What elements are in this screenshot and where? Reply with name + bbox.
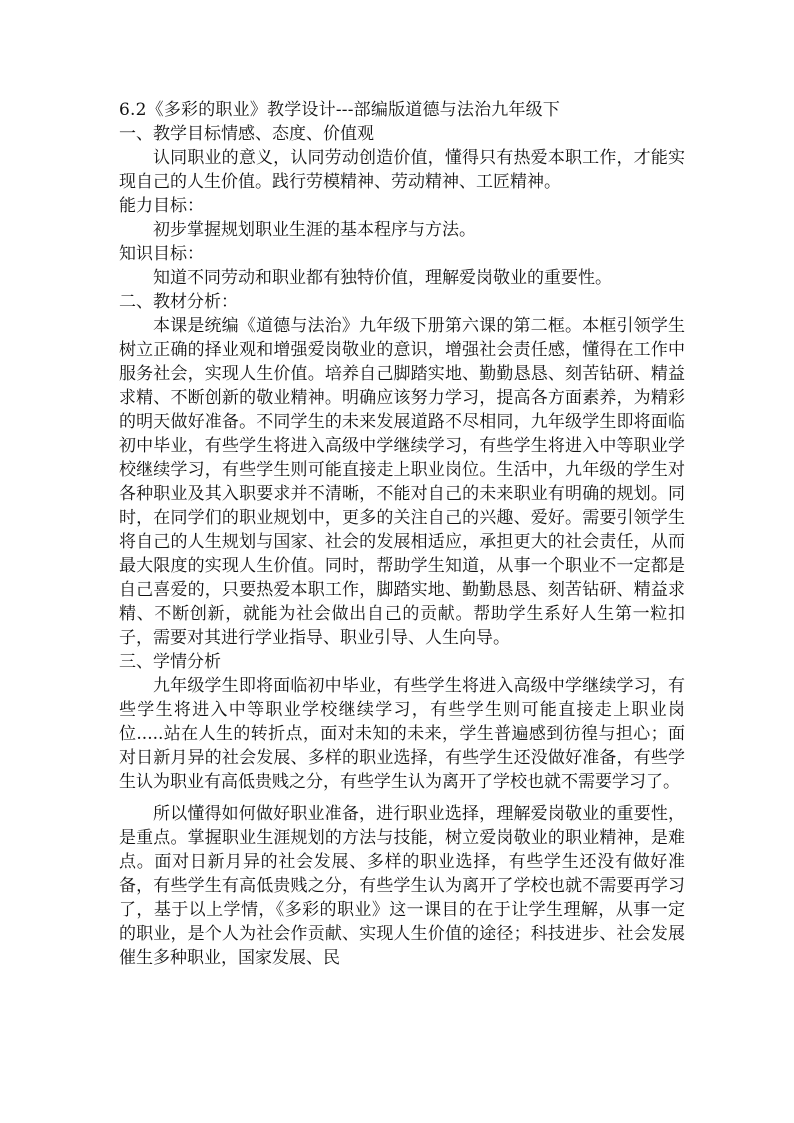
knowledge-heading: 知识目标：: [119, 244, 204, 264]
document-page: [119, 98, 685, 970]
textbook-analysis-text: 本课是统编《道德与法治》九年级下册第六课的第二框。本框引领学生树立正确的择业观和增强爱岗敬业的意识，增强社会责任感，懂得在工作中服务社会，实现人生价值。培养自己脚踏实地、勤勤恳恳、刻苦钻研、精益求精、不断创新的敬业精神。明确应该努力学习，提高各方面素养，为精彩的明天做好准备。不同学生的未来发展道路不尽相同，九年级学生即将面临初中毕业，有些学生将进入高级中学继续学习，有些学生将进入中等职业学校继续学习，有些学生则可能直接走上职业岗位。生活中，九年级的学生对各种职业及其入职要求并不清晰，不能对自己的未来职业有明确的规划。同时，在同学们的职业规划中，更多的关注自己的兴趣、爱好。需要引领学生将自己的人生规划与国家、社会的发展相适应，承担更大的社会责任，从而最大限度的实现人生价值。同时，帮助学生知道，从事一个职业不一定都是自己喜爱的，只要热爱本职工作，脚踏实地、勤勤恳恳、刻苦钻研、精益求精、不断创新，就能为社会做出自己的贡献。帮助学生系好人生第一粒扣子，需要对其进行学业指导、职业引导、人生向导。: [119, 316, 685, 648]
ability-text: 初步掌握规划职业生涯的基本程序与方法。: [153, 220, 476, 240]
student-analysis-paragraph-1: 九年级学生即将面临初中毕业，有些学生将进入高级中学继续学习，有些学生将进入中等职业学校继续学习，有些学生则可能直接走上职业岗位.....站在人生的转折点，面对未知的未来，学生普遍感到彷徨与担心；面对日新月异的社会发展、多样的职业选择，有些学生还没做好准备，有些学生认为职业有高低贵贱之分，有些学生认为离开了学校也就不需要学习了。: [119, 676, 685, 792]
section-3-heading: 三、学情分析: [119, 652, 221, 672]
goal-emotion-text: 认同职业的意义，认同劳动创造价值，懂得只有热爱本职工作，才能实现自己的人生价值。践行劳模精神、劳动精神、工匠精神。: [119, 148, 685, 192]
section-1-heading: 一、教学目标情感、态度、价值观: [119, 124, 374, 144]
ability-heading: 能力目标：: [119, 196, 204, 216]
paragraph-gap: [119, 794, 685, 802]
student-analysis-paragraph-2: 所以懂得如何做好职业准备，进行职业选择，理解爱岗敬业的重要性，是重点。掌握职业生涯规划的方法与技能，树立爱岗敬业的职业精神，是难点。面对日新月异的社会发展、多样的职业选择，有些学生还没有做好准备，有些学生有高低贵贱之分，有些学生认为离开了学校也就不需要再学习了，基于以上学情，《多彩的职业》这一课目的在于让学生理解，从事一定的职业，是个人为社会作贡献、实现人生价值的途径；科技进步、社会发展催生多种职业，国家发展、民: [119, 804, 685, 968]
knowledge-text: 知道不同劳动和职业都有独特价值，理解爱岗敬业的重要性。: [153, 268, 612, 288]
section-2-heading: 二、教材分析：: [119, 292, 238, 312]
document-title: 6.2《多彩的职业》教学设计---部编版道德与法治九年级下: [119, 100, 561, 120]
